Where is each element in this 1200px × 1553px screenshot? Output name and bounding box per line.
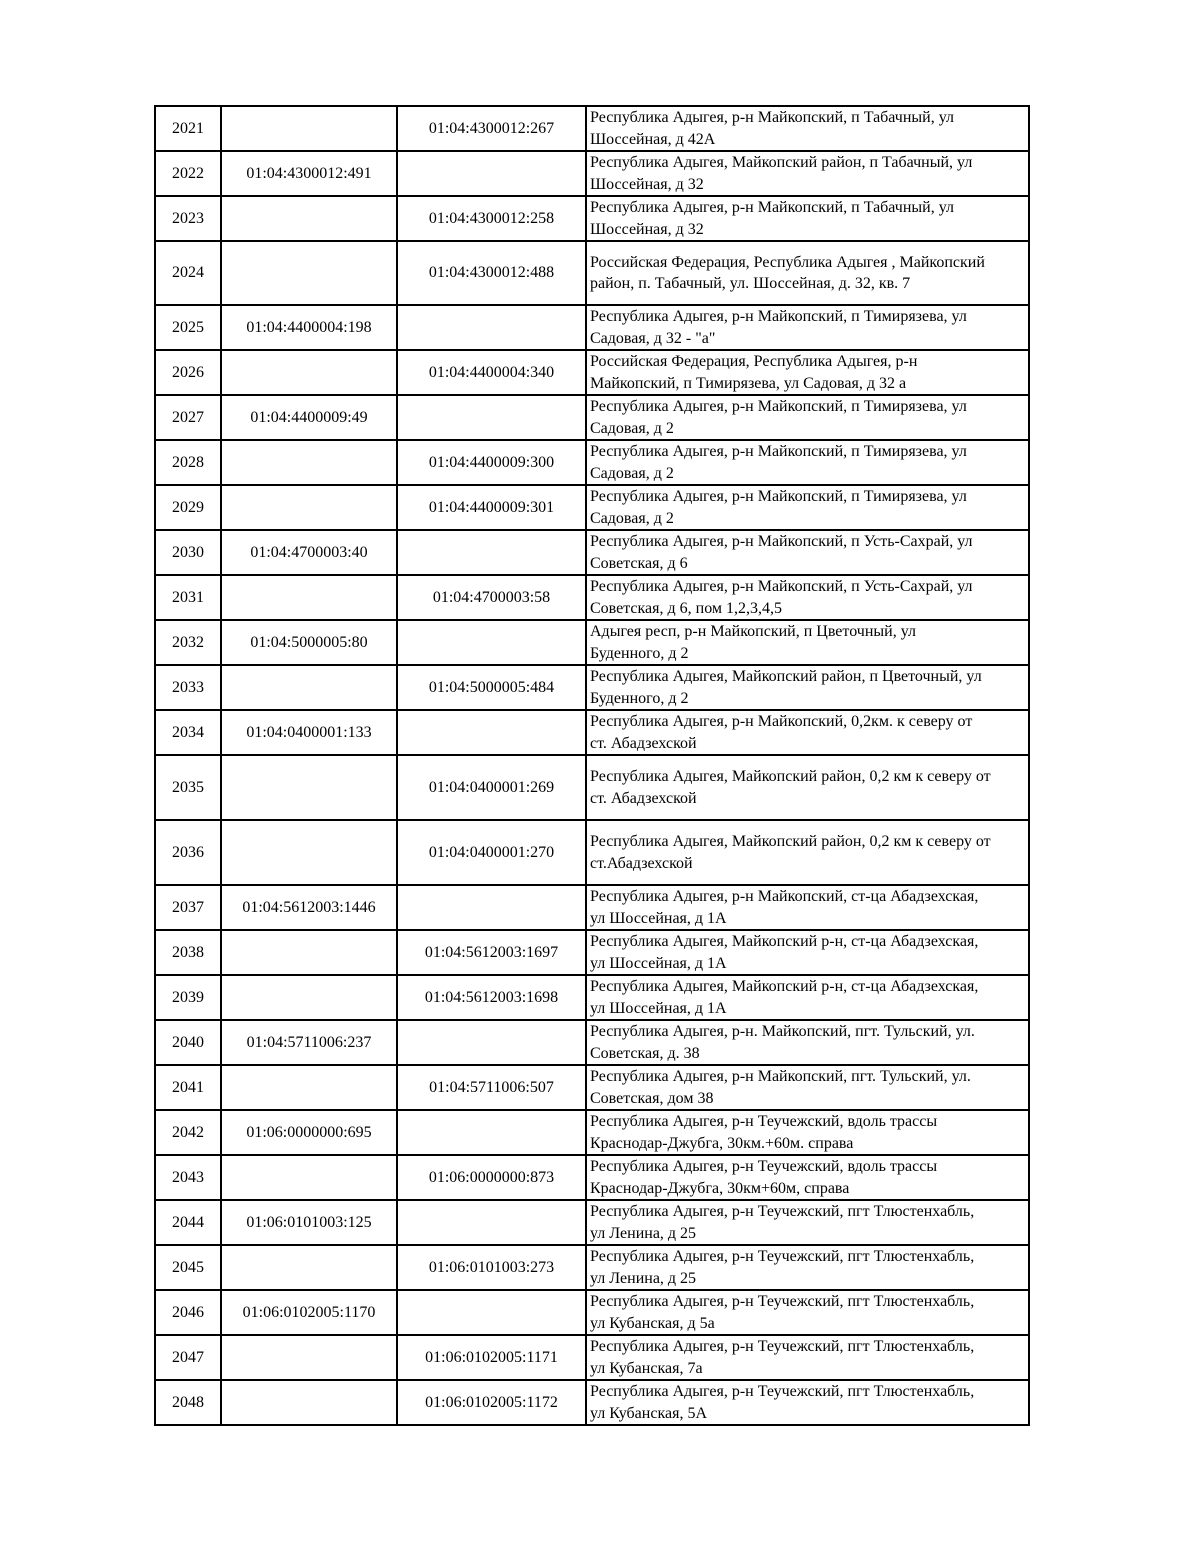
address-line: Республика Адыгея, р-н Майкопский, пгт. Тульский, ул. [590,1068,971,1085]
address-cell [586,575,1029,620]
cadastral-number-cell [221,930,397,975]
row-number-cell: 2027 [155,395,221,440]
linked-cadastral-number-cell: 01:04:4300012:267 [397,106,586,151]
linked-cadastral-number-cell: 01:04:4400009:301 [397,485,586,530]
table-row [155,930,1029,975]
table-row [155,710,1029,755]
address-line: Республика Адыгея, р-н Теучежский, пгт Тлюстенхабль, [590,1293,975,1310]
table-row [155,820,1029,885]
row-number-cell: 2021 [155,106,221,151]
linked-cadastral-number-cell [397,395,586,440]
address-line: Садовая, д 2 [590,464,674,482]
address-line: Республика Адыгея, р-н Теучежский, вдоль трассы [590,1158,938,1175]
table-row [155,530,1029,575]
address-line: Республика Адыгея, р-н Майкопский, п Тимирязева, ул [590,398,967,415]
address-line: Шоссейная, д 42А [590,130,716,148]
linked-cadastral-number-cell: 01:06:0102005:1172 [397,1380,586,1425]
row-number-cell: 2031 [155,575,221,620]
cadastral-number-cell [221,1155,397,1200]
cadastral-number-cell [221,440,397,485]
row-number-cell: 2043 [155,1155,221,1200]
address-cell [586,975,1029,1020]
address-line: Советская, д 6 [590,554,688,572]
address-line: Республика Адыгея, Майкопский р-н, ст-ца Абадзехская, [590,978,979,995]
row-number-cell: 2032 [155,620,221,665]
row-number-cell: 2038 [155,930,221,975]
address-line: Садовая, д 32 - "а" [590,329,716,347]
address-line: Российская Федерация, Республика Адыгея , Майкопский [590,253,985,271]
address-line: Шоссейная, д 32 [590,175,704,193]
table-row [155,975,1029,1020]
cadastral-number-cell [221,755,397,820]
linked-cadastral-number-cell: 01:04:5711006:507 [397,1065,586,1110]
linked-cadastral-number-cell [397,151,586,196]
table-row [155,1155,1029,1200]
cadastral-number-cell: 01:04:4400004:198 [221,305,397,350]
address-line: Майкопский, п Тимирязева, ул Садовая, д 32 а [590,374,907,392]
row-number-cell: 2046 [155,1290,221,1335]
row-number-cell: 2041 [155,1065,221,1110]
address-cell [586,1200,1029,1245]
address-line: Краснодар-Джубга, 30км.+60м. справа [590,1134,854,1152]
linked-cadastral-number-cell: 01:06:0000000:873 [397,1155,586,1200]
row-number-cell: 2047 [155,1335,221,1380]
table-row [155,106,1029,151]
linked-cadastral-number-cell: 01:04:4400009:300 [397,440,586,485]
table-row [155,196,1029,241]
address-line: Республика Адыгея, р-н Майкопский, п Табачный, ул [590,199,954,216]
linked-cadastral-number-cell [397,1290,586,1335]
linked-cadastral-number-cell: 01:04:4700003:58 [397,575,586,620]
address-line: ул Шоссейная, д 1А [590,909,727,927]
row-number-cell: 2028 [155,440,221,485]
linked-cadastral-number-cell: 01:04:0400001:269 [397,755,586,820]
address-cell [586,530,1029,575]
address-line: Адыгея респ, р-н Майкопский, п Цветочный, ул [590,623,916,640]
address-line: Республика Адыгея, р-н Майкопский, п Тимирязева, ул [590,443,967,460]
linked-cadastral-number-cell: 01:04:4300012:488 [397,241,586,305]
linked-cadastral-number-cell [397,620,586,665]
address-line: ул Ленина, д 25 [590,1269,697,1287]
address-line: Советская, д. 38 [590,1044,700,1062]
row-number-cell: 2040 [155,1020,221,1065]
address-line: Республика Адыгея, Майкопский район, п Табачный, ул [590,154,973,171]
address-line: Республика Адыгея, Майкопский район, 0,2 км к северу от [590,833,991,850]
table-row [155,305,1029,350]
cadastral-number-cell: 01:04:4700003:40 [221,530,397,575]
address-line: ул Шоссейная, д 1А [590,954,727,972]
row-number-cell: 2022 [155,151,221,196]
address-line: Республика Адыгея, р-н Теучежский, пгт Тлюстенхабль, [590,1383,975,1400]
table-row [155,755,1029,820]
cadastral-number-cell: 01:04:5612003:1446 [221,885,397,930]
row-number-cell: 2035 [155,755,221,820]
table-row [155,1290,1029,1335]
address-cell [586,395,1029,440]
address-line: Буденного, д 2 [590,689,689,707]
address-cell [586,1335,1029,1380]
cadastral-number-cell [221,1245,397,1290]
table-row [155,1110,1029,1155]
cadastral-number-cell: 01:06:0101003:125 [221,1200,397,1245]
table-row [155,1335,1029,1380]
registry-table-body [155,106,1029,1425]
address-cell [586,1155,1029,1200]
row-number-cell: 2034 [155,710,221,755]
cadastral-number-cell [221,820,397,885]
row-number-cell: 2036 [155,820,221,885]
address-cell [586,930,1029,975]
row-number-cell: 2039 [155,975,221,1020]
linked-cadastral-number-cell [397,1020,586,1065]
row-number-cell: 2030 [155,530,221,575]
linked-cadastral-number-cell [397,710,586,755]
address-cell [586,485,1029,530]
address-cell [586,151,1029,196]
address-cell [586,620,1029,665]
table-row [155,151,1029,196]
address-line: ст. Абадзехской [590,789,697,807]
address-line: Республика Адыгея, р-н. Майкопский, пгт. Тульский, ул. [590,1023,975,1040]
address-cell [586,350,1029,395]
address-cell [586,1245,1029,1290]
address-cell [586,710,1029,755]
address-line: Республика Адыгея, р-н Майкопский, 0,2км. к северу от [590,713,973,730]
row-number-cell: 2023 [155,196,221,241]
table-row [155,620,1029,665]
address-line: ул Кубанская, 5А [590,1404,707,1422]
address-line: Республика Адыгея, Майкопский р-н, ст-ца Абадзехская, [590,933,979,950]
cadastral-number-cell: 01:04:4300012:491 [221,151,397,196]
cadastral-number-cell [221,575,397,620]
cadastral-number-cell [221,1380,397,1425]
address-line: Республика Адыгея, Майкопский район, 0,2 км к северу от [590,768,991,785]
address-cell [586,885,1029,930]
address-line: Республика Адыгея, Майкопский район, п Цветочный, ул [590,668,982,685]
address-line: ст.Абадзехской [590,854,693,872]
address-line: Садовая, д 2 [590,509,674,527]
linked-cadastral-number-cell [397,530,586,575]
cadastral-number-cell: 01:06:0000000:695 [221,1110,397,1155]
address-cell [586,1065,1029,1110]
row-number-cell: 2033 [155,665,221,710]
cadastral-number-cell [221,665,397,710]
linked-cadastral-number-cell [397,885,586,930]
row-number-cell: 2026 [155,350,221,395]
address-cell [586,1110,1029,1155]
address-line: Садовая, д 2 [590,419,674,437]
table-row [155,485,1029,530]
linked-cadastral-number-cell [397,1110,586,1155]
cadastral-number-cell [221,1335,397,1380]
address-line: Российская Федерация, Республика Адыгея, р-н [590,353,918,370]
row-number-cell: 2029 [155,485,221,530]
linked-cadastral-number-cell: 01:04:5612003:1697 [397,930,586,975]
table-row [155,575,1029,620]
table-row [155,885,1029,930]
table-row [155,1200,1029,1245]
address-line: район, п. Табачный, ул. Шоссейная, д. 32, кв. 7 [590,275,911,292]
row-number-cell: 2025 [155,305,221,350]
linked-cadastral-number-cell [397,1200,586,1245]
linked-cadastral-number-cell [397,305,586,350]
address-cell [586,305,1029,350]
address-line: ул Ленина, д 25 [590,1224,697,1242]
cadastral-number-cell [221,975,397,1020]
table-row [155,1020,1029,1065]
cadastral-number-cell [221,241,397,305]
address-cell [586,820,1029,885]
row-number-cell: 2042 [155,1110,221,1155]
table-row [155,440,1029,485]
table-row [155,241,1029,305]
address-line: Советская, д 6, пом 1,2,3,4,5 [590,599,783,617]
table-row [155,1065,1029,1110]
cadastral-number-cell: 01:04:0400001:133 [221,710,397,755]
address-line: ул Шоссейная, д 1А [590,999,727,1017]
linked-cadastral-number-cell: 01:04:5612003:1698 [397,975,586,1020]
row-number-cell: 2037 [155,885,221,930]
cadastral-number-cell [221,485,397,530]
cadastral-number-cell: 01:04:5711006:237 [221,1020,397,1065]
linked-cadastral-number-cell: 01:04:0400001:270 [397,820,586,885]
table-row [155,665,1029,710]
address-line: ст. Абадзехской [590,734,697,752]
linked-cadastral-number-cell: 01:06:0101003:273 [397,1245,586,1290]
cadastral-number-cell [221,106,397,151]
address-line: Буденного, д 2 [590,644,689,662]
address-line: Республика Адыгея, р-н Майкопский, п Усть-Сахрай, ул [590,578,973,595]
address-line: Республика Адыгея, р-н Теучежский, пгт Тлюстенхабль, [590,1338,975,1355]
table-row [155,350,1029,395]
row-number-cell: 2024 [155,241,221,305]
cadastral-number-cell: 01:04:5000005:80 [221,620,397,665]
cadastral-number-cell [221,350,397,395]
address-line: Республика Адыгея, р-н Теучежский, пгт Тлюстенхабль, [590,1248,975,1265]
address-cell [586,196,1029,241]
address-line: Шоссейная, д 32 [590,220,704,238]
address-cell [586,1380,1029,1425]
registry-table [154,105,1030,1426]
address-line: Республика Адыгея, р-н Майкопский, п Табачный, ул [590,109,954,126]
cadastral-number-cell [221,196,397,241]
address-line: Республика Адыгея, р-н Майкопский, п Тимирязева, ул [590,488,967,505]
address-line: Республика Адыгея, р-н Майкопский, п Тимирязева, ул [590,308,967,325]
linked-cadastral-number-cell: 01:04:5000005:484 [397,665,586,710]
address-line: ул Кубанская, д 5а [590,1314,715,1332]
address-cell [586,440,1029,485]
cadastral-number-cell: 01:06:0102005:1170 [221,1290,397,1335]
row-number-cell: 2048 [155,1380,221,1425]
row-number-cell: 2044 [155,1200,221,1245]
address-cell [586,755,1029,820]
address-line: Краснодар-Джубга, 30км+60м, справа [590,1179,850,1197]
address-line: Республика Адыгея, р-н Майкопский, п Усть-Сахрай, ул [590,533,973,550]
address-cell [586,106,1029,151]
cadastral-number-cell: 01:04:4400009:49 [221,395,397,440]
row-number-cell: 2045 [155,1245,221,1290]
table-row [155,1245,1029,1290]
linked-cadastral-number-cell: 01:04:4300012:258 [397,196,586,241]
address-line: Республика Адыгея, р-н Теучежский, вдоль трассы [590,1113,938,1130]
address-line: Советская, дом 38 [590,1089,714,1107]
address-cell [586,1020,1029,1065]
linked-cadastral-number-cell: 01:06:0102005:1171 [397,1335,586,1380]
cadastral-number-cell [221,1065,397,1110]
table-row [155,395,1029,440]
table-row [155,1380,1029,1425]
address-cell [586,1290,1029,1335]
address-cell [586,241,1029,305]
address-cell [586,665,1029,710]
linked-cadastral-number-cell: 01:04:4400004:340 [397,350,586,395]
address-line: ул Кубанская, 7а [590,1359,703,1377]
address-line: Республика Адыгея, р-н Майкопский, ст-ца Абадзехская, [590,888,979,905]
address-line: Республика Адыгея, р-н Теучежский, пгт Тлюстенхабль, [590,1203,975,1220]
